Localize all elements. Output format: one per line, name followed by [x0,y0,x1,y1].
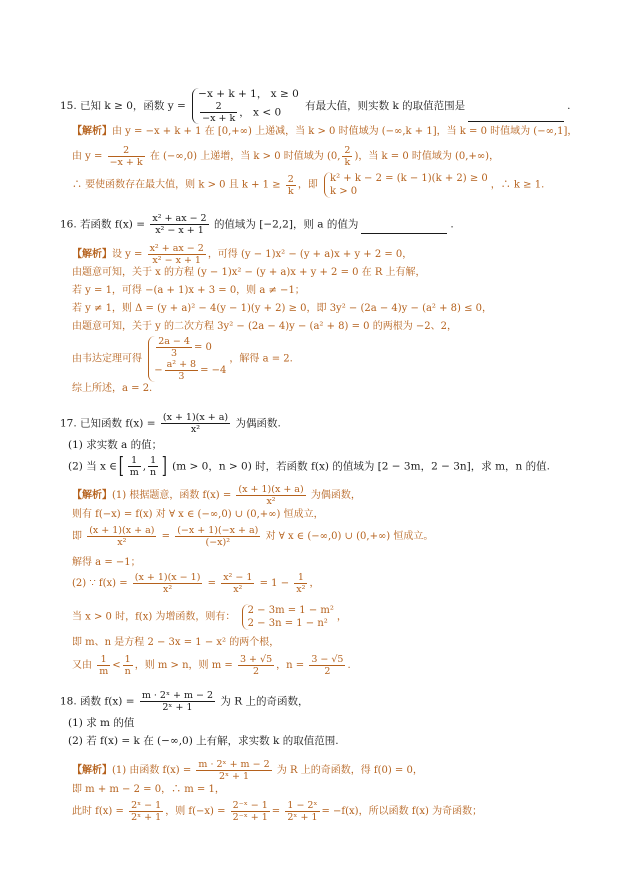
q17-analysis-line-4: 解得 a = −1； [72,557,141,568]
q16-analysis-line-2: 由题意可知，关于 x 的方程 (y − 1)x² − (y + a)x + y + 2 = 0 在 R 上有解， [72,267,426,278]
q15-fraction: $\frac{2}{-x + k}$ [202,101,236,124]
q18-analysis-line-3: 此时 f(x) = $\frac{\text{2ˣ − 1}}{\text{2ˣ + 1}}$ ，则 f(−x) = $\frac{\text{2⁻ˣ − 1}}{\text{2⁻ˣ + 1}}$ = $\frac{\text{1 − 2ˣ}}{\text{2ˣ + 1}}$ = −f(x)，所以函数 f(x) 为奇函数； [72,800,483,823]
q18-analysis-line-1: 【解析】(1) 由函数 f(x) = $\frac{\text{m · 2ˣ + m − 2}}{\text{2ˣ + 1}}$ 为 R 上的奇函数，得 f(0) = 0， [72,759,423,782]
q16-analysis-line-4: 若 y ≠ 1，则 Δ = (y + a)² − 4(y − 1)(y + 2) ≥ 0，即 3y² − (2a − 4)y − (a² + 8) ≤ 0， [72,303,493,314]
analysis-tag: 【解析】 [72,249,112,260]
q15-analysis-line-1: 【解析】由 y = −x + k + 1 在 [0,+∞) 上递减，当 k > 0 时值域为 (−∞,k + 1]，当 k = 0 时值域为 (−∞,1]， [72,126,578,137]
q17-analysis-line-8: 又由 $\frac{1}{m}$ < $\frac{1}{n}$ ，则 m > n，则 m = $\frac{3 + √5}{2}$ ，n = $\frac{3 - √5}{2}$ . [72,654,351,677]
analysis-tag: 【解析】 [72,126,112,137]
q17-stem: 17. 已知函数 f(x) = $\frac{(x + 1)(x + a)}{\text{x²}}$ 为偶函数. [60,412,281,435]
q16-stem: 16. 若函数 f(x) = $\frac{\text{x² + ax − 2}}{\text{x² − x + 1}}$ 的值域为 [−2,2]，则 a 的值为 . [60,213,454,236]
q18-analysis-line-2: 即 m + m − 2 = 0，∴ m = 1， [72,784,225,795]
analysis-tag: 【解析】 [72,490,112,501]
q16-answer-blank [361,233,447,234]
q17-analysis-line-3: 即 $\frac{(x + 1)(x + a)}{\text{x²}}$ = $\frac{(-x + 1)(-x + a)}{\text{(−x)²}}$ 对 ∀ x ∈ (−∞,0) ∪ (0,+∞) 恒成立。 [72,525,434,548]
q17-part-2: (2) 当 x ∈[ $\frac{1}{m}$ , $\frac{1}{n}$ ] (m > 0，n > 0) 时，若函数 f(x) 的值域为 [2 − 3m，2 − 3n]，求 m，n 的值. [68,453,550,479]
q17-analysis-line-2: 则有 f(−x) = f(x) 对 ∀ x ∈ (−∞,0) ∪ (0,+∞) 恒成立， [72,509,324,520]
q18-part-2: (2) 若 f(x) = k 在 (−∞,0) 上有解，求实数 k 的取值范围. [68,735,339,747]
q18-stem: 18. 函数 f(x) = $\frac{\text{m · 2ˣ + m − 2}}{\text{2ˣ + 1}}$ 为 R 上的奇函数， [60,690,309,713]
q17-part-1: (1) 求实数 a 的值； [68,439,163,451]
q15-analysis-line-3: ∴ 要使函数存在最大值，则 k > 0 且 k + 1 ≥ $\frac{2}{k}$ ，即 k² + k − 2 = (k − 1)(k + 2) ≥ 0 k > 0 ，∴ k ≥ 1. [72,173,545,197]
q17-fraction: $\frac{(x + 1)(x + a)}{\text{x²}}$ [162,412,229,435]
q17-analysis-line-6: 当 x > 0 时，f(x) 为增函数，则有： 2 − 3m = 1 − m² 2 − 3n = 1 − n² ， [72,605,347,629]
q15-answer-blank [468,121,564,122]
q15-piecewise: −x + k + 1， x ≥ 0 $\frac{2}{-x + k}$ ， x < 0 [192,88,299,124]
q16-analysis-line-6: 由韦达定理可得 $\frac{2a - 4}{3}$ = 0 − $\frac{\text{a² + 8}}{3}$ = −4 ，解得 a = 2. [72,336,293,382]
q17-analysis-line-1: 【解析】(1) 根据题意，函数 f(x) = $\frac{(x + 1)(x + a)}{\text{x²}}$ 为偶函数， [72,484,361,507]
q17-analysis-line-5: (2) ∵ f(x) = $\frac{(x + 1)(x - 1)}{\text{x²}}$ = $\frac{\text{x² − 1}}{\text{x²}}$ = 1 − $\frac{1}{\text{x²}}$ ， [72,572,320,595]
q18-fraction: $\frac{\text{m · 2ˣ + m − 2}}{\text{2ˣ + 1}}$ [141,690,214,713]
q16-fraction: $\frac{\text{x² + ax − 2}}{\text{x² − x + 1}}$ [152,213,207,236]
analysis-tag: 【解析】 [72,765,112,776]
q16-analysis-line-3: 若 y = 1，可得 −(a + 1)x + 3 = 0，则 a ≠ −1； [72,285,305,296]
q16-analysis-line-7: 综上所述，a = 2. [72,383,153,394]
q18-part-1: (1) 求 m 的值 [68,717,135,729]
q16-analysis-line-5: 由题意可知，关于 y 的二次方程 3y² − (2a − 4)y − (a² + 8) = 0 的两根为 −2、2， [72,321,457,332]
q15-analysis-line-2: 由 y = $\frac{2}{-x + k}$ 在 (−∞,0) 上递增，当 k > 0 时值域为 (0, $\frac{2}{k}$ )，当 k = 0 时值域为 (0,+∞)， [72,145,500,168]
q17-analysis-line-7: 即 m、n 是方程 2 − 3x = 1 − x² 的两个根， [72,637,280,648]
q16-analysis-line-1: 【解析】设 y = $\frac{\text{x² + ax − 2}}{\text{x² − x + 1}}$ ，可得 (y − 1)x² − (y + a)x + y + 2 = 0， [72,243,413,266]
q15-stem: 15. 已知 k ≥ 0，函数 y = −x + k + 1， x ≥ 0 $\frac{2}{-x + k}$ ， x < 0 有最大值，则实数 k 的取值范围是 . [60,88,571,124]
